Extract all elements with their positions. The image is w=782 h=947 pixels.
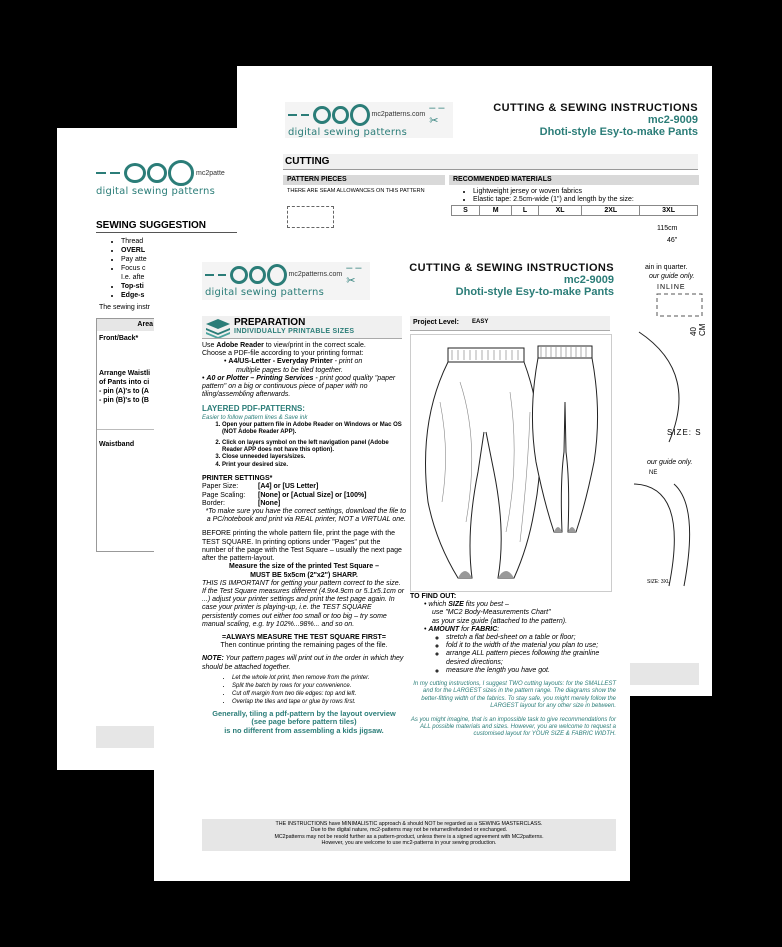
find-title: TO FIND OUT: (410, 593, 457, 600)
mid-section-title: CUTTING (283, 154, 698, 170)
list-item: • Elastic tape: 2.5cm-wide (1") and length by the size: (473, 196, 634, 204)
before-text: BEFORE printing the whole pattern file, print the page with the TEST SQUARE. In printing options under "Pages" put the number of the page with the Test Square – usually the next page after the pattern-layout. (202, 530, 402, 563)
size-header: M (479, 206, 511, 216)
layout-diagram-2 (629, 476, 709, 596)
list-item: • Overlap the tiles and tape or glue by rows first. (232, 698, 406, 706)
list-item: ◦ arrange ALL pattern pieces following the grainline desired directions; (446, 650, 616, 666)
fabric-steps (410, 634, 616, 675)
header-code: mc2-9009 (563, 274, 614, 286)
footer-line: However, you are welcome to use mc2-patterns in your sewing production. (321, 840, 497, 847)
list-item: I.e. afte (121, 274, 145, 281)
back-logo (96, 160, 225, 197)
front-header-title (409, 262, 614, 298)
list-item: • Top-sti (121, 282, 147, 291)
size-header: 3XL (640, 206, 698, 216)
list-item: ◦ stretch a flat bed-sheet on a table or floor; (446, 634, 616, 642)
logo-tagline: digital sewing patterns (96, 186, 215, 197)
tips-list (202, 674, 406, 706)
pants-illustration (410, 342, 610, 590)
prep-subtitle: INDIVIDUALLY PRINTABLE SIZES (234, 328, 355, 335)
guide-note: our guide only. (649, 273, 695, 280)
pattern-thumbnail (287, 206, 334, 228)
back-intro: The sewing instr (99, 304, 150, 311)
list-item: 4. Print your desired size. (222, 462, 406, 469)
materials-label: RECOMMENDED MATERIALS (449, 175, 699, 185)
logo-tagline: digital sewing patterns (288, 127, 407, 138)
list-item: • Pay atte (121, 255, 147, 264)
header-name: Dhoti-style Esy-to-make Pants (455, 286, 614, 298)
list-item: • Cut off margin from two tile edges: top and left. (232, 690, 406, 698)
then-text: Then continue printing the remaining pages of the file. (220, 642, 388, 650)
footer-line: THE INSTRUCTIONS have MINIMALISTIC approach & should NOT be regarded as a SEWING MASTERCLASS. (275, 821, 543, 827)
list-item: 3. Close unneeded layers/sizes. (222, 454, 406, 461)
layers-icon (205, 318, 231, 338)
measure-label: 40 CM (689, 323, 707, 336)
grainline-label: INLINE (657, 284, 686, 291)
size-header: L (512, 206, 539, 216)
list-item: • Thread (121, 237, 147, 246)
size-header: S (452, 206, 480, 216)
prep-header (202, 316, 402, 339)
grainline-label: NE (649, 470, 658, 476)
table-row: Arrange Waistli (99, 370, 151, 377)
header-code: mc2-9009 (647, 114, 698, 126)
pattern-pieces-label: PATTERN PIECES (283, 175, 445, 185)
list-item: 2. Click on layers symbol on the left navigation panel (Adobe Reader APP does not have this option). (222, 440, 406, 455)
front-logo: mc2patterns.com – – ✂ digital sewing patterns (202, 262, 370, 300)
list-item: ◦ fold it to the width of the material you plan to use; (446, 642, 616, 650)
size-label: SIZE: S (667, 428, 702, 437)
list-item: • OVERL (121, 246, 147, 255)
logo-url: mc2patterns.com (371, 111, 426, 118)
list-item: ◦ measure the length you have got. (446, 667, 616, 675)
list-item: • Split the batch by rows for your convenience. (232, 682, 406, 690)
project-level: Project Level: EASY (410, 316, 610, 331)
list-item: • Lightweight jersey or woven fabrics (473, 188, 634, 196)
list-item: • Let the whole lot print, then remove from the printer. (232, 674, 406, 682)
mid-logo: mc2patterns.com – – ✂ digital sewing patterns (285, 102, 453, 138)
prep-title: PREPARATION (234, 317, 306, 328)
back-table (96, 318, 157, 552)
size-value-cm: 115cm (657, 225, 678, 232)
logo-url: mc2patte (196, 169, 225, 177)
logo-url: mc2patterns.com (288, 271, 343, 278)
list-item: 1. Open your pattern file in Adobe Reader on Windows or Mac OS (NOT Adobe Reader APP). (222, 422, 406, 437)
header-title: CUTTING & SEWING INSTRUCTIONS (409, 262, 614, 274)
table-row: Waistband (99, 441, 135, 448)
list-item: • Focus c (121, 264, 147, 273)
footer-line: Due to the digital nature, mc2-patterns may not be returned/refunded or exchanged. (310, 827, 508, 834)
layered-subtitle: Easier to follow pattern lines & Save ink (202, 414, 308, 421)
mid-header-title (493, 102, 698, 138)
layered-steps (202, 422, 406, 469)
cutting-note: In my cutting instructions, I suggest TWO cutting layouts: for the SMALLEST and for the LARGEST sizes in the pattern range. The diagrams show the better-fitting width of the fabrics. To stay safe, you might merely follow the LARGEST layout for any other size in between. (413, 681, 616, 710)
materials-list (459, 188, 634, 204)
size-table (451, 205, 698, 216)
back-section-title: SEWING SUGGESTION (96, 220, 207, 231)
measure-line: MUST BE 5x5cm (2"x2") SHARP. (250, 571, 358, 579)
size-value-in: 46" (667, 237, 678, 244)
imagine-note: As you might imagine, that is an impossible task to give recommendations for ALL possible materials and sizes. However, you are welcome to request a customised layout for YOUR SIZE & FABRIC WIDTH. (410, 716, 616, 738)
size-header: 2XL (582, 206, 640, 216)
front-page (154, 236, 630, 881)
header-name: Dhoti-style Esy-to-make Pants (539, 126, 698, 138)
logo-tagline: digital sewing patterns (205, 287, 324, 298)
level-badge: EASY (472, 319, 489, 325)
prep-body: Use Adobe Reader to view/print in the correct scale. Choose a PDF-file according to your printing format: • A4/US-Letter - Everyday Printer - print on multiple pages to be tiled together. • A0 or Plotter – Printing Services - print good quality "paper pattern" on a big or continuous piece of paper with no tiling/assembling afterwards. LAYERED PDF-PATTERNS: Easier to follow pattern lines & Save ink 1. Open your pattern file in Adobe Reader on Windows or Mac OS (NOT Adobe Reader APP). 2. Click on layers symbol on the left navigation panel (Adobe Reader APP does not have this option). 3. Close unneeded layers/sizes. 4. Print your desired size. PRINTER SETTINGS* Paper Size: [A4] or [US Letter] Page Scaling: [None] or [Actual Size] or [100%] Border: [None] *To make sure you have the correct settings, download the file to a PC/notebook and print via REAL printer, NOT a VIRTUAL one. BEFORE printing the whole pattern file, print the page with the TEST SQUARE. In printing options under "Pages" put the number of the page with the Test Square – usually the next page after the pattern-layout. Measure the size of the printed Test Square – MUST BE 5x5cm (2"x2") SHARP. THIS IS IMPORTANT for getting your pattern correct to the size. If the Test Square measures different (4.9x4.9cm or 5.1x5.1cm or ...) adjust your printer settings and print the test page again. In case your printer is playing-up, i.e. the TEST SQUARE persistently comes out either too small or too big – try some manual scaling, e.g. try 102%...98%... and so on. =ALWAYS MEASURE THE TEST SQUARE FIRST= Then continue printing the remaining pages of the file. NOTE: Your pattern pages will print out in the order in which they should be attached together. • Let the whole lot print, then remove from the printer. • Split the batch by rows for your convenience. • Cut off margin from two tile edges: top and left. • Overlap the tiles and tape or glue by rows first. Generally, tiling a pdf-pattern by the layout overview (see page before pattern tiles) is no different from assembling a kids jigsaw. (202, 342, 406, 736)
important-text: THIS IS IMPORTANT for getting your pattern correct to the size. If the Test Square measures different (4.9x4.9cm or 5.1x5.1cm or ...) adjust your printer settings and print the test page again. In case your printer is playing-up, i.e. the TEST SQUARE persistently comes out either too small or too big – try some manual scaling, e.g. try 102%...98%... and so on. (202, 579, 405, 628)
layered-title: LAYERED PDF-PATTERNS: (202, 404, 305, 414)
measure-line: Measure the size of the printed Test Square – (228, 563, 380, 571)
footer-line: MC2patterns may not be resold further as a pattern-product, unless there is a signed agreement with MC2patterns. (274, 833, 544, 840)
printer-title: PRINTER SETTINGS* (202, 475, 273, 483)
size-header: XL (538, 206, 582, 216)
fold-note: ain in quarter. (645, 264, 688, 271)
always-note: =ALWAYS MEASURE THE TEST SQUARE FIRST= (222, 633, 386, 641)
pattern-pieces-note: THERE ARE SEAM ALLOWANCES ON THIS PATTERN (287, 188, 425, 194)
table-row: - pin (B)'s to (B (99, 397, 149, 404)
general-note: Generally, tiling a pdf-pattern by the layout overview (see page before pattern tiles) is no different from assembling a kids jigsaw. (212, 708, 396, 735)
find-out: TO FIND OUT: • which SIZE fits you best – use "MC2 Body-Measurements Chart" as your size guide (attached to the pattern). • AMOUNT for FABRIC: ◦ stretch a flat bed-sheet on a table or floor; ◦ fold it to the width of the material you plan to use; ◦ arrange ALL pattern pieces following the grainline desired directions; ◦ measure the length you have got. In my cutting instructions, I suggest TWO cutting layouts: for the SMALLEST and for the LARGEST sizes in the pattern range. The diagrams show the better-fitting width of the fabrics. To stay safe, you might merely follow the LARGEST layout for any other size in between. As you might imagine, that is an impossible task to give recommendations for ALL possible materials and sizes. However, you are welcome to request a customised layout for YOUR SIZE & FABRIC WIDTH. (410, 593, 616, 739)
table-header: Area (97, 319, 157, 331)
table-row: Front/Back* (99, 335, 139, 342)
footer (202, 819, 616, 851)
size-label: SIZE: 3XL (647, 579, 670, 585)
table-row: of Pants into ci (99, 379, 150, 386)
printer-note: *To make sure you have the correct settings, download the file to a PC/notebook and print via REAL printer, NOT a VIRTUAL one. (205, 508, 406, 524)
header-title: CUTTING & SEWING INSTRUCTIONS (493, 102, 698, 114)
list-item: • Edge-s (121, 291, 147, 300)
back-bullets (107, 237, 147, 300)
guide-note: our guide only. (647, 459, 693, 466)
table-row: - pin (A)'s to (A (99, 388, 149, 395)
